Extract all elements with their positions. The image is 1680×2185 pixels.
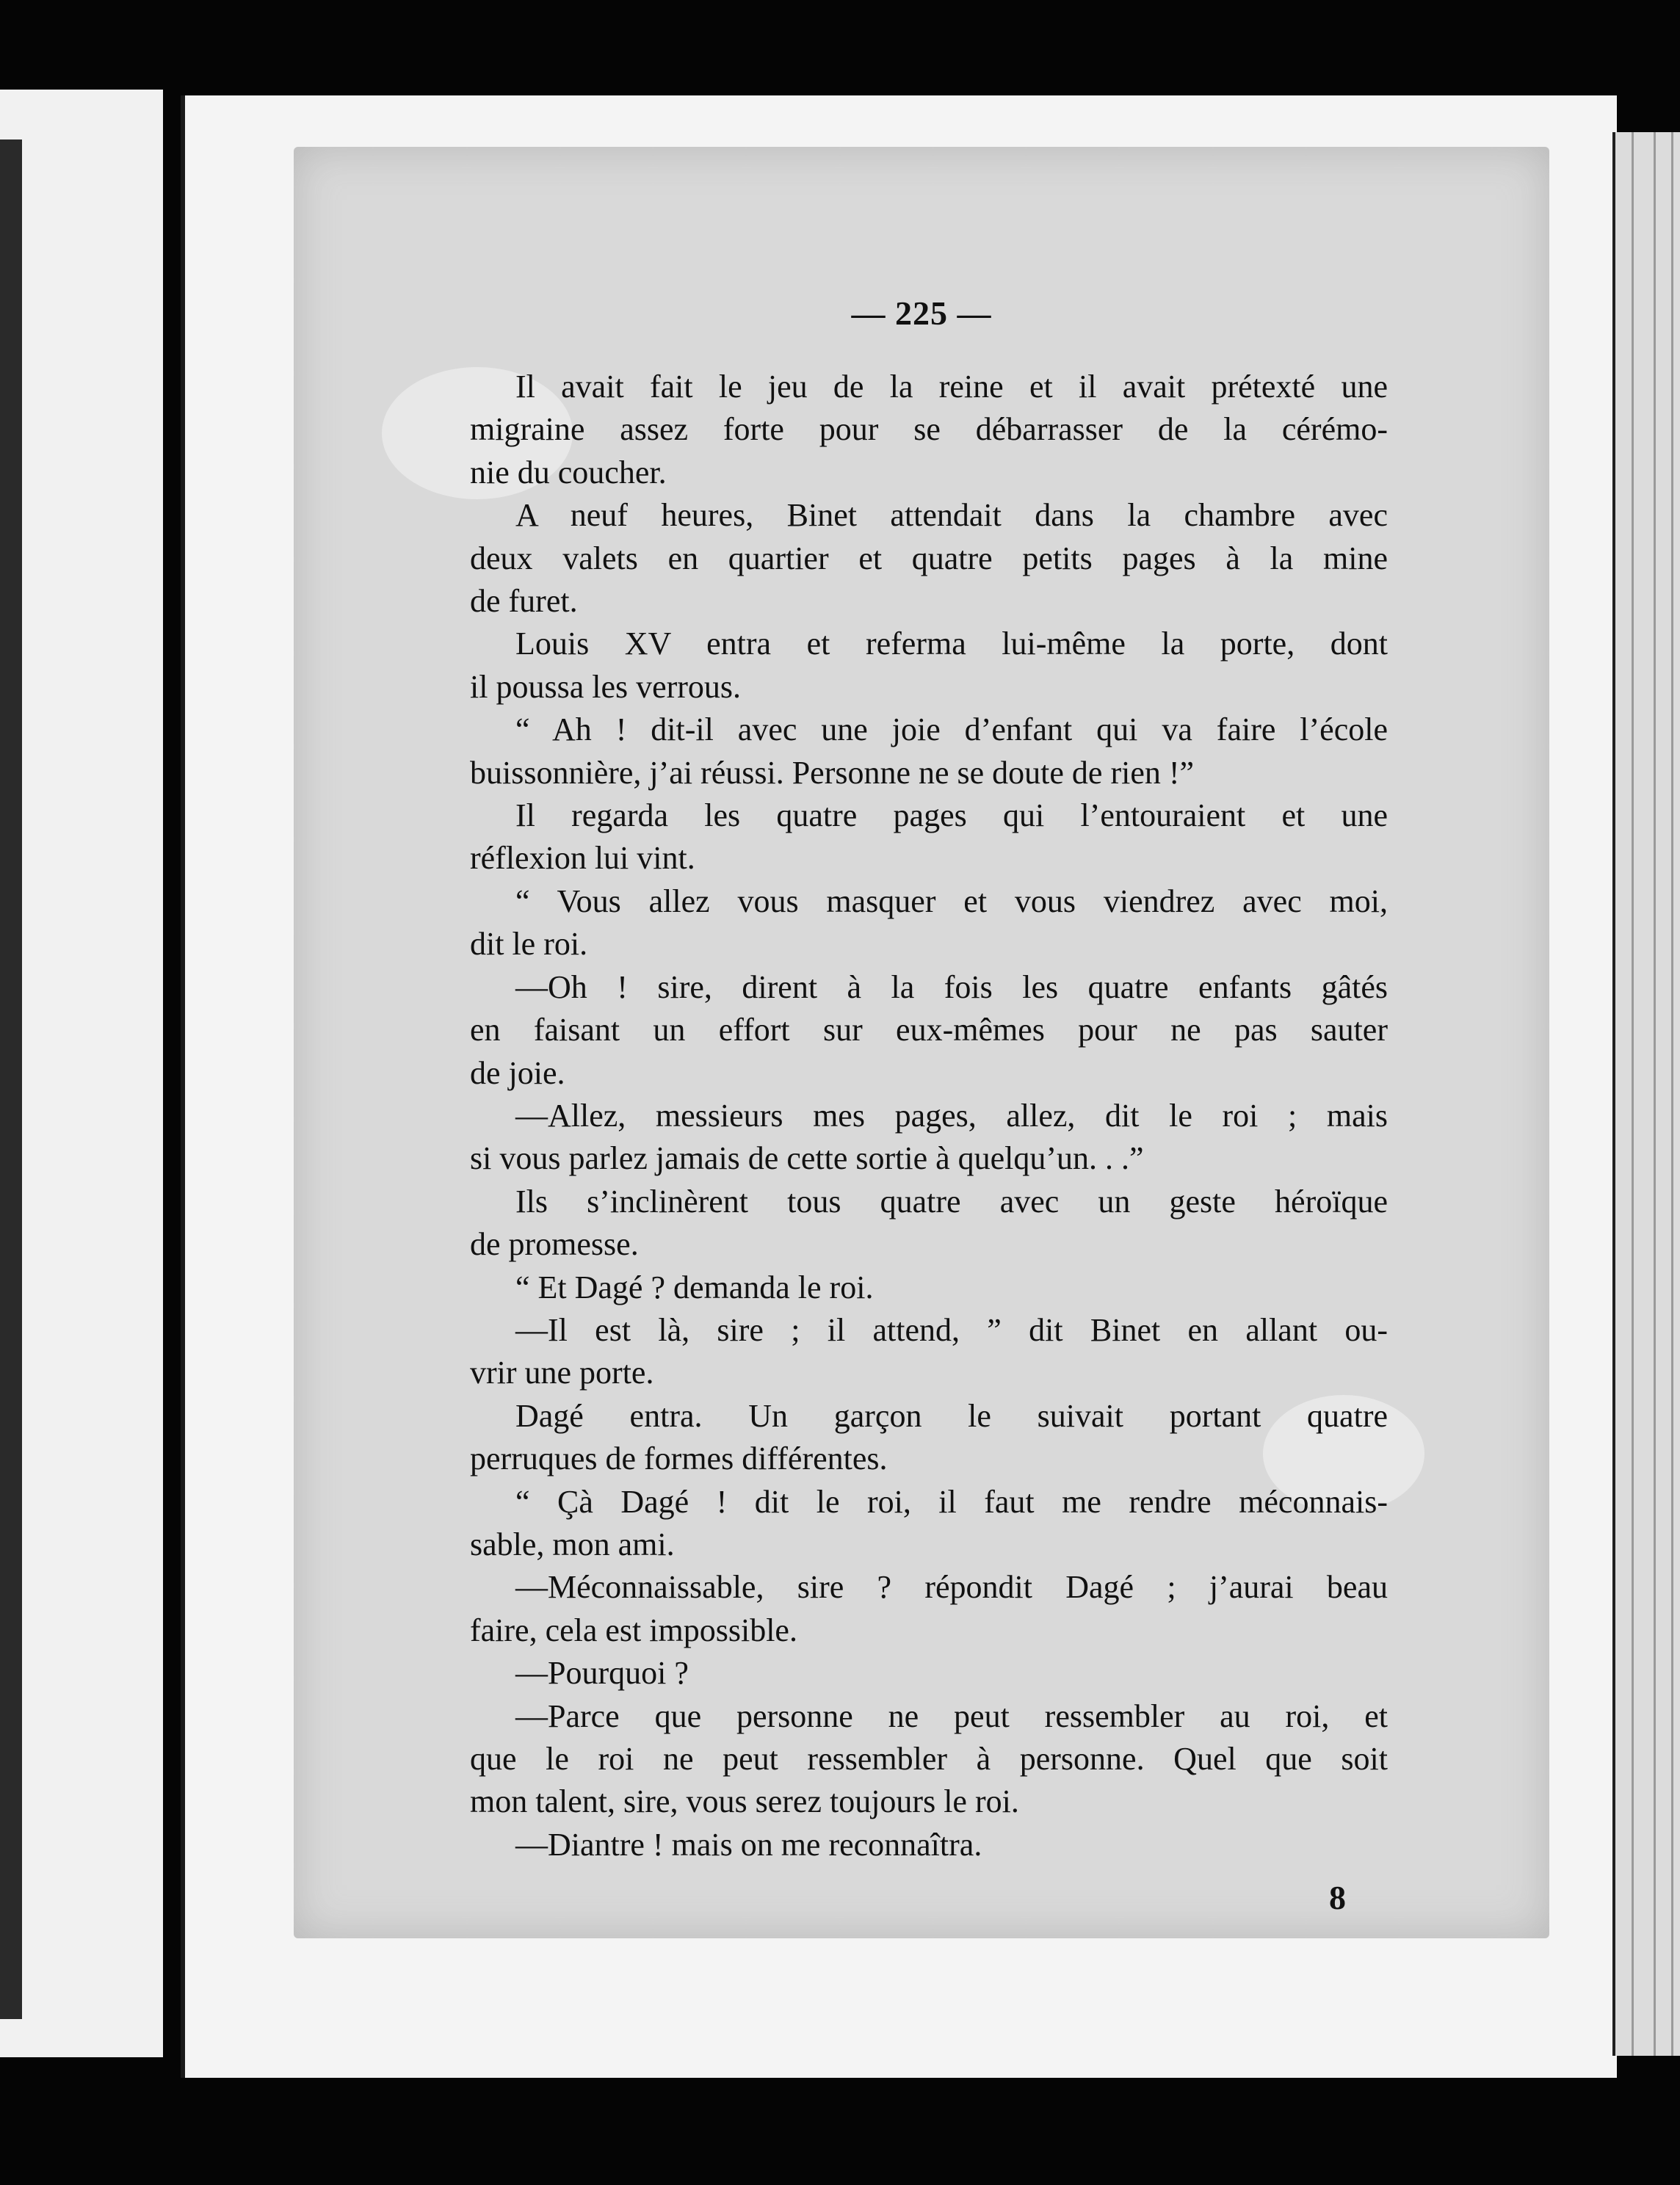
body-text [470, 366, 1388, 1866]
page-number: — 225 — [851, 294, 992, 332]
text-line: vrir une porte. [470, 1355, 654, 1391]
text-line: que le roi ne peut ressembler à personne. Quel que soit [470, 1741, 1388, 1777]
page-stack-line [1654, 132, 1656, 2056]
text-line: si vous parlez jamais de cette sortie à quelqu’un. . .” [470, 1140, 1144, 1177]
text-line: buissonnière, j’ai réussi. Personne ne se doute de rien !” [470, 754, 1195, 791]
text-line: “ Et Dagé ? demanda le roi. [515, 1269, 874, 1305]
page-stack-line [1632, 132, 1634, 2056]
text-line: migraine assez forte pour se débarrasser de la cérémo- [470, 411, 1388, 448]
text-line: “ Çà Dagé ! dit le roi, il faut me rendre méconnais- [515, 1483, 1388, 1520]
text-line: —Oh ! sire, dirent à la fois les quatre enfants gâtés [515, 968, 1388, 1005]
text-line: mon talent, sire, vous serez toujours le roi. [470, 1783, 1019, 1820]
text-line: “ Ah ! dit-il avec une joie d’enfant qui va faire l’école [515, 711, 1388, 748]
text-line: —Parce que personne ne peut ressembler au roi, et [515, 1697, 1388, 1734]
text-line: Dagé entra. Un garçon le suivait portant quatre [515, 1397, 1388, 1434]
text-line: de joie. [470, 1054, 565, 1091]
previous-page-edge [0, 90, 163, 2057]
text-line: il poussa les verrous. [470, 668, 742, 705]
page-stack-edge [1612, 132, 1680, 2056]
text-line: Ils s’inclinèrent tous quatre avec un geste héroïque [515, 1183, 1388, 1220]
text-line: dit le roi. [470, 926, 588, 963]
text-line: —Allez, messieurs mes pages, allez, dit le roi ; mais [515, 1097, 1388, 1134]
text-line: —Il est là, sire ; il attend, ” dit Binet en allant ou- [515, 1311, 1388, 1348]
text-line: deux valets en quartier et quatre petits pages à la mine [470, 540, 1388, 576]
text-line: A neuf heures, Binet attendait dans la chambre avec [515, 497, 1388, 534]
text-line: “ Vous allez vous masquer et vous viendrez avec moi, [515, 883, 1388, 919]
previous-page-margin [0, 139, 22, 2019]
text-line: de furet. [470, 583, 578, 620]
signature-mark: 8 [1329, 1879, 1346, 1916]
text-line: sable, mon ami. [470, 1526, 675, 1562]
page-stack-line [1671, 132, 1673, 2056]
text-line: —Diantre ! mais on me reconnaîtra. [515, 1826, 982, 1863]
text-line: —Méconnaissable, sire ? répondit Dagé ; j’aurai beau [515, 1569, 1388, 1606]
text-line: perruques de formes différentes. [470, 1441, 888, 1477]
text-line: Louis XV entra et referma lui-même la porte, dont [515, 626, 1388, 662]
text-line: de promesse. [470, 1226, 639, 1263]
text-line: en faisant un effort sur eux-mêmes pour ne pas sauter [470, 1012, 1388, 1048]
text-line: faire, cela est impossible. [470, 1612, 797, 1648]
text-line: nie du coucher. [470, 454, 667, 490]
text-line: —Pourquoi ? [515, 1655, 689, 1692]
text-line: réflexion lui vint. [470, 840, 695, 877]
text-line: Il avait fait le jeu de la reine et il avait prétexté une [515, 369, 1388, 405]
text-line: Il regarda les quatre pages qui l’entouraient et une [515, 797, 1388, 834]
